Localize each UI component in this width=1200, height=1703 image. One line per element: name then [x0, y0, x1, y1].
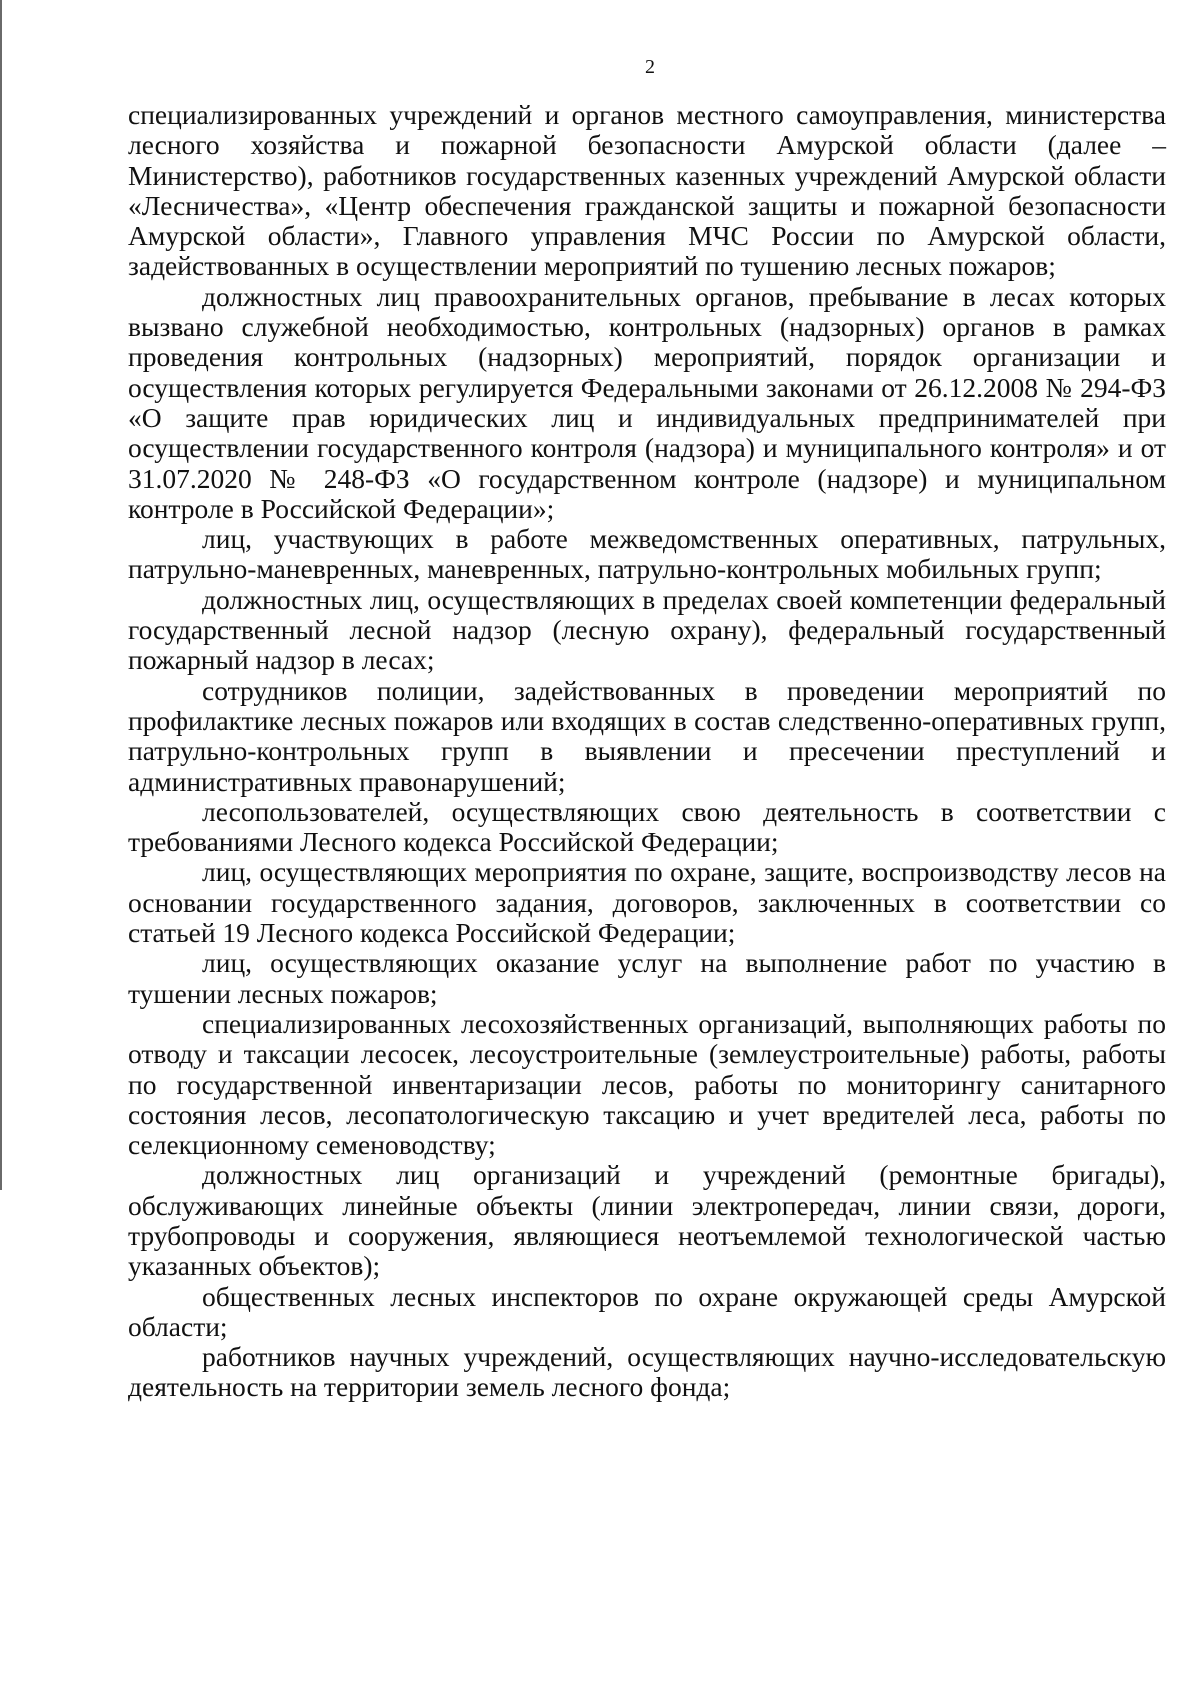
paragraph-linear-objects-officials: должностных лиц организаций и учреждений (ремонтные бригады), обслуживающих линейные объекты (линии электропередач, линии связи, дороги, трубопроводы и сооружения, являющиеся неотъемлемой технологической частью указанных объектов); [128, 1159, 1166, 1282]
paragraph-firefighting-service-providers: лиц, осуществляющих оказание услуг на выполнение работ по участию в тушении лесных пожаров; [128, 947, 1166, 1009]
paragraph-forestry-organizations: специализированных лесохозяйственных организаций, выполняющих работы по отводу и таксации лесосек, лесоустроительные (землеустроительные) работы, работы по государственной инвентаризации лесов, работы по мониторингу санитарного состояния лесов, лесопатологическую таксацию и учет вредителей леса, работы по селекционному семеноводству; [128, 1007, 1166, 1161]
paragraph-law-enforcement-officials: должностных лиц правоохранительных органов, пребывание в лесах которых вызвано служебной необходимостью, контрольных (надзорных) органов в рамках проведения контрольных (надзорных) мероприятий, порядок организации и осуществления которых регулируется Федеральными законами от 26.12.2008 № 294-ФЗ «О защите прав юридических лиц и индивидуальных предпринимателей при осуществлении государственного контроля (надзора) и муниципального контроля» и от 31.07.2020 № 248-ФЗ «О государственном контроле (надзоре) и муниципальном контроле в Российской Федерации»; [128, 280, 1166, 524]
paragraph-public-forest-inspectors: общественных лесных инспекторов по охране окружающей среды Амурской области; [128, 1280, 1166, 1342]
document-body [128, 100, 1166, 1403]
paragraph-forest-protection-persons: лиц, осуществляющих мероприятия по охране, защите, воспроизводству лесов на основании государственного задания, договоров, заключенных в соответствии со статьей 19 Лесного кодекса Российской Федерации; [128, 856, 1166, 949]
paragraph-forest-users: лесопользователей, осуществляющих свою деятельность в соответствии с требованиями Лесного кодекса Российской Федерации; [128, 795, 1166, 858]
paragraph-research-institutions: работников научных учреждений, осуществляющих научно-исследовательскую деятельность на территории земель лесного фонда; [128, 1341, 1166, 1403]
paragraph-police-officers: сотрудников полиции, задействованных в проведении мероприятий по профилактике лесных пожаров или входящих в состав следственно-оперативных групп, патрульно-контрольных групп в выявлении и пресечении преступлений и административных правонарушений; [128, 674, 1166, 797]
scan-edge-divider [0, 0, 2, 1190]
paragraph-interagency-groups: лиц, участвующих в работе межведомственных оперативных, патрульных, патрульно-маневренных, маневренных, патрульно-контрольных мобильных групп; [128, 523, 1166, 585]
page-number: 2 [645, 56, 655, 78]
paragraph-forest-supervision-officials: должностных лиц, осуществляющих в пределах своей компетенции федеральный государственный лесной надзор (лесную охрану), федеральный государственный пожарный надзор в лесах; [128, 583, 1166, 676]
paragraph-specialized-institutions: специализированных учреждений и органов местного самоуправления, министерства лесного хозяйства и пожарной безопасности Амурской области (далее – Министерство), работников государственных казенных учреждений Амурской области «Лесничества», «Центр обеспечения гражданской защиты и пожарной безопасности Амурской области», Главного управления МЧС России по Амурской области, задействованных в осуществлении мероприятий по тушению лесных пожаров; [128, 99, 1166, 282]
